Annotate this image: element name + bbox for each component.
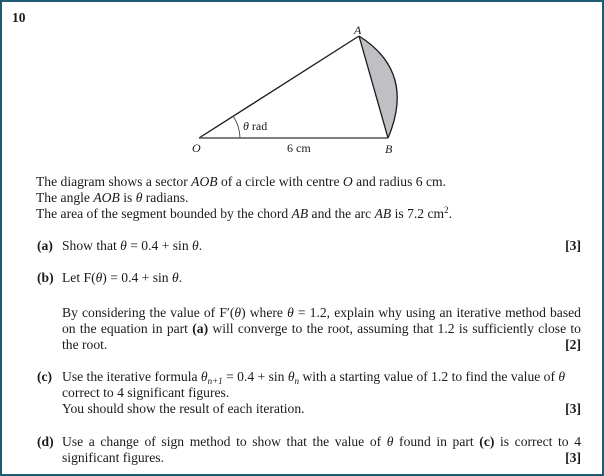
question-number: 10	[12, 10, 26, 25]
part-c-label: (c)	[37, 369, 53, 384]
part-b-body-line-1: By considering the value of F′(θ) where θ = 1.2, explain why using an iterative method based	[62, 305, 581, 320]
angle-label: θ rad	[243, 119, 268, 133]
point-label-a: A	[354, 23, 362, 37]
intro-line-2: The angle AOB is θ radians.	[36, 190, 189, 205]
part-b-text: Let F(θ) = 0.4 + sin θ.	[62, 270, 183, 285]
part-a-text: Show that θ = 0.4 + sin θ.	[62, 238, 203, 253]
part-b-label: (b)	[37, 270, 54, 285]
intro-line-3: The area of the segment bounded by the chord AB and the arc AB is 7.2 $cm^2$.	[36, 205, 452, 221]
radius-oa	[199, 36, 359, 138]
part-d-line-1: Use a change of sign method to show that the value of θ found in part (c) is correct to 4	[62, 434, 581, 449]
part-c-marks: [3]	[565, 401, 581, 416]
point-label-o: O	[192, 141, 201, 155]
part-a-marks: [3]	[565, 238, 581, 253]
part-b-marks: [2]	[565, 337, 581, 352]
intro-line-1: The diagram shows a sector AOB of a circle with centre O and radius 6 cm.	[36, 174, 446, 189]
part-c-line-1: Use the iterative formula $\theta_{n+1} = 0.4 + \sin \theta_n$ with a starting value of 1.2 to find the value of θ	[62, 369, 566, 386]
point-label-b: B	[385, 142, 393, 156]
part-d-line-2: significant figures.	[62, 450, 164, 465]
part-a-label: (a)	[37, 238, 53, 253]
part-c-line-3: You should show the result of each iteration.	[62, 401, 305, 416]
part-c-line-2: correct to 4 significant figures.	[62, 385, 230, 400]
part-d-label: (d)	[37, 434, 54, 449]
radius-label: 6 cm	[287, 141, 311, 155]
angle-arc	[233, 116, 240, 138]
part-b-body-line-2: on the equation in part (a) will converge to the root, assuming that 1.2 is sufficiently close to	[62, 321, 581, 336]
part-b-body-line-3: the root.	[62, 337, 108, 352]
part-d-marks: [3]	[565, 450, 581, 465]
